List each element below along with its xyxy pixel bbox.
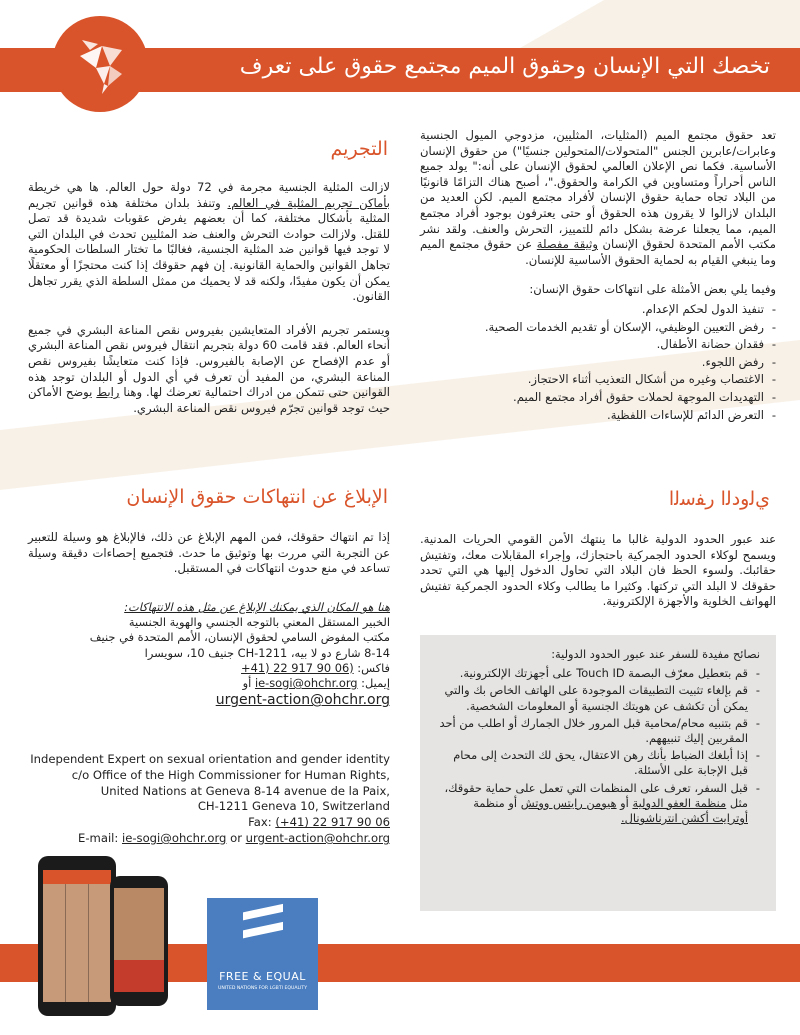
email-line-en	[20, 831, 390, 847]
email-link-2-en[interactable]: urgent-action@ohchr.org	[245, 830, 390, 845]
contact-arabic	[28, 600, 390, 708]
reporting-heading: الإبلاغ عن انتهاكات حقوق الإنسان	[126, 486, 388, 508]
list-item: - رفض اللجوء.	[420, 355, 764, 371]
criminalization-heading: التجريم	[330, 138, 388, 160]
or-org-label: أو منظمة	[473, 795, 518, 810]
fax-line-en	[20, 815, 390, 831]
reporting-column	[28, 530, 390, 587]
address-line: الخبير المستقل المعني بالتوجه الجنسي والهوية الجنسية	[128, 615, 390, 630]
bee-icon	[52, 16, 148, 112]
email-link-1-ar[interactable]: ie-sogi@ohchr.org	[254, 676, 358, 691]
email-label-ar: إيميل:	[361, 676, 390, 691]
background-shape-top	[520, 0, 800, 48]
tips-list	[436, 666, 760, 826]
contact-line: Independent Expert on sexual orientation and gender identity	[30, 752, 390, 766]
address-line: 8-14 شارع دو لا بيه، CH-1211 جنيف 10، سويسرا	[144, 645, 390, 660]
violations-list	[420, 302, 776, 423]
list-item: - فقدان حضانة الأطفال.	[420, 337, 764, 353]
origami-bee-logo	[52, 16, 148, 112]
free-equal-title: FREE & EQUAL	[219, 970, 306, 983]
equals-icon	[207, 898, 318, 968]
or-label-ar: أو	[242, 676, 252, 691]
intro-column	[420, 128, 776, 425]
criminalization-text-rest: وتنفذ بلدان مختلفة هذه قوانين تجريم المثلية بأشكال مختلفة، كما أن بعضهم يفرض عقوبات شديدة قد تصل للقتل. ولازالت حوادث التحرش والعنف ضد المثليين تحدث في البلدان التي لا توجد فيها قوانين ضد المثلية الجنسية، فغالبًا ما تختار السلطات الحكومية تجاهل القوانين والحماية القانونية. إن فهم حقوقك إذا كنت محتجزًا أو معتقلًا يمكن أن يكون مفيدًا، ولكنه قد لا يحميك من ممثل السلطة الذي يقرر تجاهل القانون.	[28, 195, 390, 304]
tips-intro: نصائح مفيدة للسفر عند عبور الحدود الدولية:	[551, 647, 760, 661]
contact-line: c/o Office of the High Commissioner for Human Rights,	[71, 767, 390, 782]
travel-heading: ﻱﻟﻭﺩﻟﺍ ﺭﻔﺳﻟﺍ	[668, 488, 770, 510]
list-item: - قم بإلغاء تثبيت التطبيقات الموجودة على الهاتف الخاص بك والتي يمكن أن تكشف عن هويتك الجنسية أو المعلومات الشخصية.	[436, 683, 748, 713]
tips-last-text: قبل السفر، تعرف على المنظمات التي تعمل على حماية حقوقك، مثل	[444, 780, 748, 810]
intro-text-end: عن حقوق مجتمع الميم وما ينبغي القيام به لحماية الحقوق الأساسية للإنسان.	[420, 237, 776, 267]
email-line-ar	[28, 676, 390, 691]
phone-image-right	[110, 876, 168, 1006]
list-item: - قم بتنبيه محام/محامية قبل المرور خلال الجمارك أو اطلب من أحد المقربين إليك تنبيههم.	[436, 716, 748, 746]
list-item: - قم بتعطيل معرّف البصمة Touch ID على أجهزتك الإلكترونية.	[436, 666, 748, 681]
address-line: مكتب المفوض السامي لحقوق الإنسان، الأمم المتحدة في جنيف	[89, 630, 390, 645]
list-item: - التهديدات الموجهة لحملات حقوق أفراد مجتمع الميم.	[420, 390, 764, 406]
intro-text: تعد حقوق مجتمع الميم (المثليات، المثليين، مزدوجي الميول الجنسية وعابرات/عابرين الجنس "المتحولات/المتحولين جنسيًا") من حقوق الإنسان الأساسية. فكما نص الإعلان العالمي لحقوق الإنسان على أنه:" يولد جميع الناس أحراراً ومتساوين في الكرامة والحقوق."، أصبح هناك التزامًا قانونيًا من البلاد تجاه حماية حقوق الإنسان لأفراد مجتمع الميم. لكن العديد من البلدان لازالوا لا يقرون هذه الحقوق أو حتى يعترفون بوجود أفراد مجتمع الميم، مما يجعلنا عرضة بشكل دائم للتمييز، التحرش والعنف. ولقد نشر مكتب الأمم المتحدة لحقوق الإنسان	[420, 128, 777, 252]
reporting-paragraph: إذا تم انتهاك حقوقك، فمن المهم الإبلاغ عن ذلك، فالإبلاغ هو وسيلة للتعبير عن التجربة التي مررت بها وتوثيق ما حدث. فتجميع إحصاءات دقيقة وسيلة تساعد في منع حدوث انتهاكات في المستقبل.	[28, 530, 390, 576]
fax-number-ar[interactable]: +41) 22 917 90 06)	[241, 660, 354, 675]
email-link-2-ar[interactable]: urgent-action@ohchr.org	[215, 692, 390, 709]
contact-english	[20, 752, 390, 847]
list-item	[436, 781, 748, 827]
contact-line: United Nations at Geneva 8-14 avenue de la Paix,	[100, 783, 390, 798]
contact-line: CH-1211 Geneva 10, Switzerland	[197, 799, 390, 814]
travel-column	[420, 532, 776, 620]
list-item: - رفض التعيين الوظيفي، الإسكان أو تقديم الخدمات الصحية.	[420, 320, 764, 336]
travel-paragraph: عند عبور الحدود الدولية غالبا ما ينتهك الأمن القومي الحريات المدنية. ويسمح لوكلاء الحدود الجمركية باحتجازك، وإجراء المقابلات معك، وتفتيش حقائبك. ولسوء الحظ فان البلاد التي تحاول الدخول إليها هي التي تحدد حقوقك لا البلد التي تركتها. وكثيرا ما يطالب وكلاء الحدود الجمركية تفتيش الهواتف الخلوية والأجهزة الإلكترونية.	[420, 532, 776, 609]
fax-line-ar	[28, 661, 390, 676]
list-item: - الاغتصاب وغيره من أشكال التعذيب أثناء الاحتجاز.	[420, 372, 764, 388]
criminalization-paragraph-1	[28, 180, 390, 305]
hrw-link[interactable]: هيومن رايتس ووتش	[520, 795, 617, 810]
detailed-document-link[interactable]: وثيقة مفصلة	[536, 237, 598, 252]
page-title: تخصك التي الإنسان وحقوق الميم مجتمع حقوق على تعرف	[239, 54, 770, 79]
hiv-laws-link[interactable]: رابط	[96, 385, 120, 400]
report-location-label: هنا هو المكان الذي يمكنك الإبلاغ عن مثل هذه الانتهاكات:	[124, 600, 390, 614]
fax-label-en: Fax:	[248, 815, 272, 830]
fax-label-ar: فاكس:	[357, 660, 390, 675]
or-label: أو	[620, 795, 629, 810]
outright-link[interactable]: أوترايت أكشن انترناشونال.	[621, 811, 748, 826]
list-item: - إذا أبلغك الضباط بأنك رهن الاعتقال، يحق لك التحدث إلى محام قبل الإجابة على الأسئلة.	[436, 748, 748, 778]
criminalization-column	[28, 180, 390, 426]
hiv-text: ويستمر تجريم الأفراد المتعايشين بفيروس نقص المناعة البشري في جميع أنحاء العالم. فقد قامت 60 دولة بتجريم انتقال فيروس نقص المناعة البشري أو عدم الإفصاح عن الإصابة بالفيروس. فإذا كنت متعايشًا بفيروس نقص المناعة البشري، من المفيد أن تعرف في أي الدول أو البلدان توجد هذه القوانين حتى تتمكن من ادراك احتمالية تعرضك لها. وهنا	[28, 322, 391, 400]
amnesty-link[interactable]: منظمة العفو الدولية	[632, 795, 727, 810]
free-equal-logo	[207, 898, 318, 1010]
travel-tips-content	[436, 647, 760, 828]
travel-tips-box	[420, 635, 776, 911]
fax-number-en[interactable]: (+41) 22 917 90 06	[275, 815, 390, 830]
phone-image-left	[38, 856, 116, 1016]
email-line-ar-2	[28, 693, 390, 708]
free-equal-subtitle: UNITED NATIONS FOR LGBTI EQUALITY	[217, 986, 308, 991]
intro-paragraph	[420, 128, 776, 268]
email-label-en: E-mail:	[78, 830, 119, 845]
hiv-text-end: يوضح الأماكن حيث توجد قوانين تجرّم فيروس نقص المناعة البشري.	[28, 385, 390, 415]
criminalization-text: لازالت المثلية الجنسية مجرمة في 72 دولة حول العالم. ها هي خريطة	[28, 180, 390, 194]
list-item: - التعرض الدائم للإساءات اللفظية.	[420, 408, 764, 424]
criminalization-map-link[interactable]: بأماكن تجريم المثلية في العالم.	[227, 195, 391, 210]
violations-intro: وفيما يلي بعض الأمثلة على انتهاكات حقوق الإنسان:	[529, 282, 776, 297]
list-item: - تنفيذ الدول لحكم الإعدام.	[420, 302, 764, 318]
criminalization-paragraph-2	[28, 323, 390, 417]
or-label-en: or	[230, 830, 242, 845]
email-link-1-en[interactable]: ie-sogi@ohchr.org	[122, 830, 227, 845]
